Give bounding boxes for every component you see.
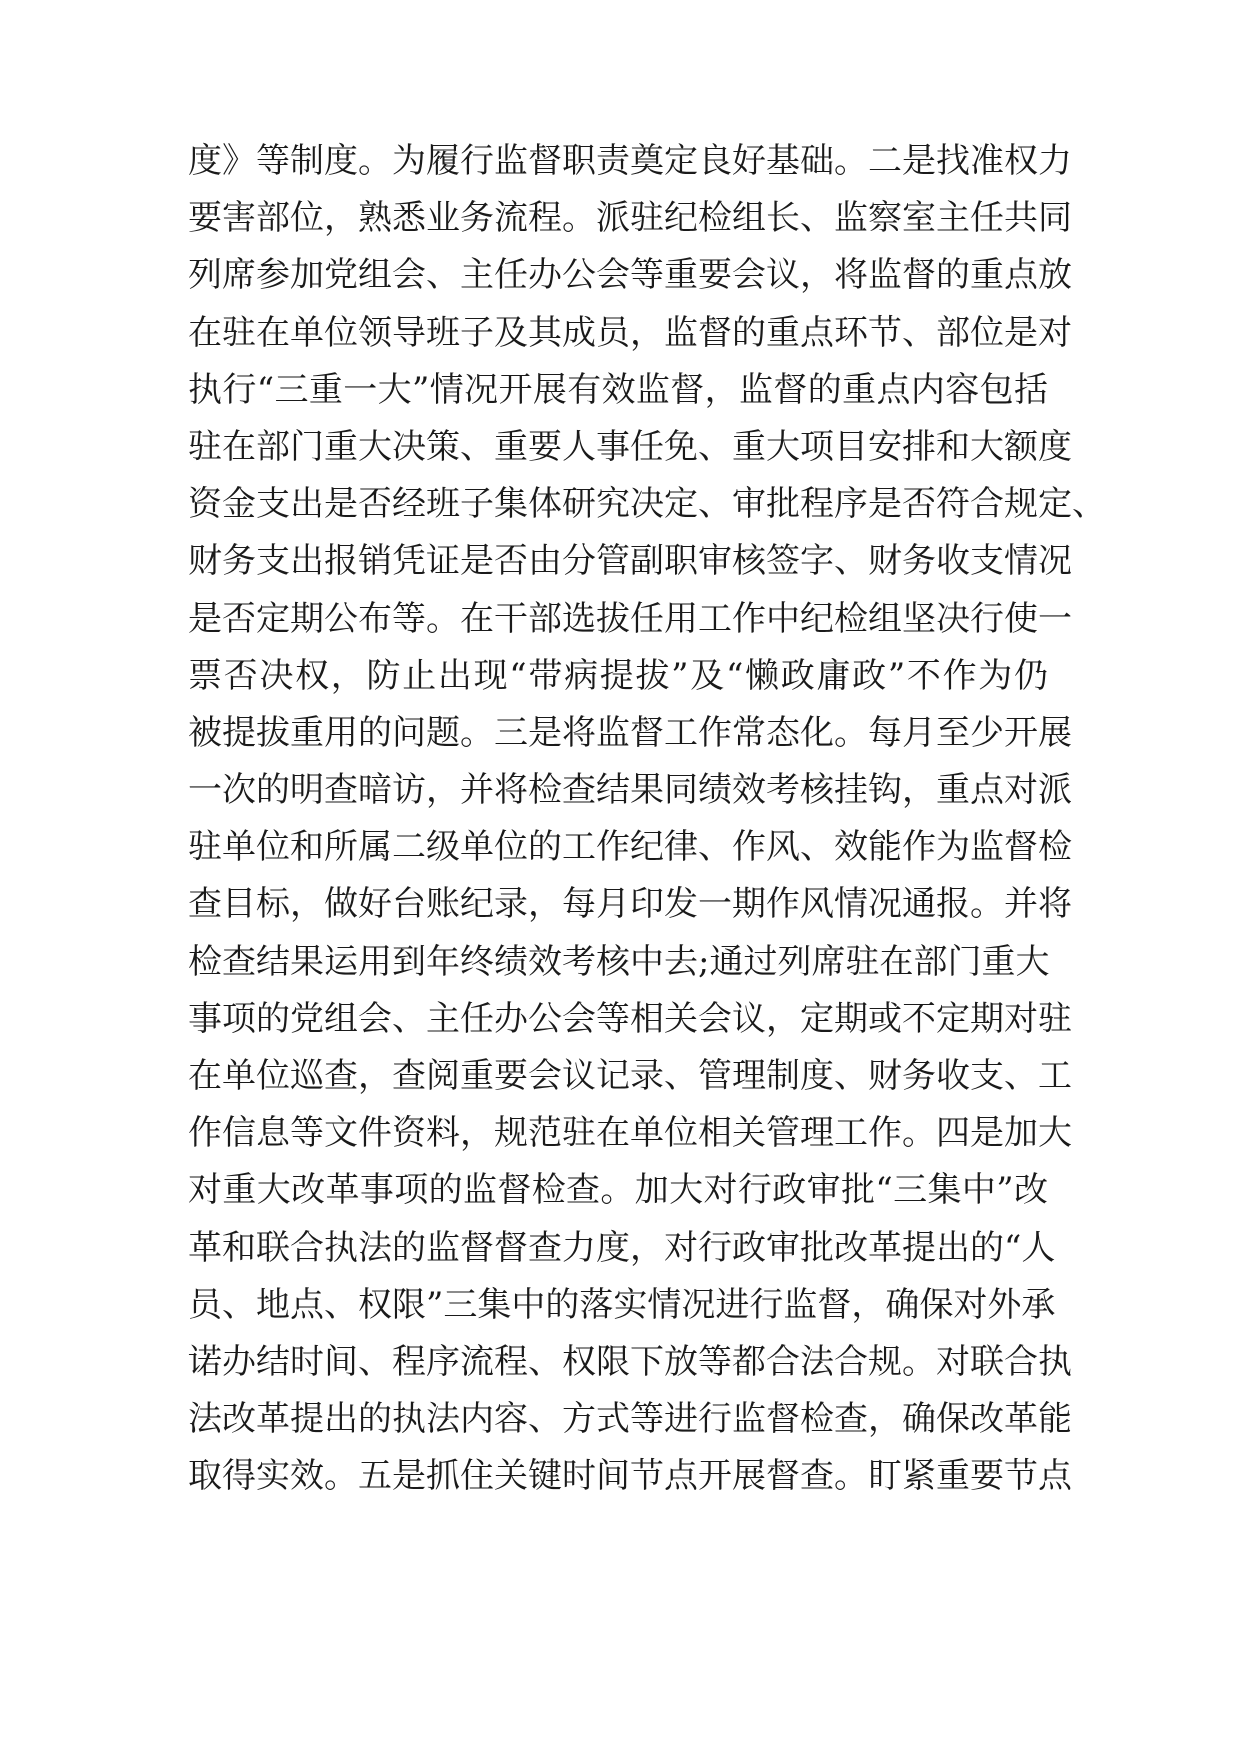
text-line: 革和联合执法的监督督查力度，对行政审批改革提出的“人 — [188, 1227, 1056, 1268]
text-line: 作信息等文件资料，规范驻在单位相关管理工作。四是加大 — [188, 1113, 1072, 1154]
text-line: 事项的党组会、主任办公会等相关会议，定期或不定期对驻 — [188, 998, 1072, 1039]
text-line: 在单位巡查，查阅重要会议记录、管理制度、财务收支、工 — [188, 1056, 1072, 1096]
text-line: 取得实效。五是抓住关键时间节点开展督查。盯紧重要节点 — [188, 1456, 1072, 1497]
text-line: 列席参加党组会、主任办公会等重要会议，将监督的重点放 — [188, 255, 1072, 296]
text-line: 员、地点、权限”三集中的落实情况进行监督，确保对外承 — [188, 1284, 1056, 1325]
text-line: 对重大改革事项的监督检查。加大对行政审批“三集中”改 — [188, 1170, 1048, 1211]
body-text — [188, 133, 1106, 1506]
text-line: 资金支出是否经班子集体研究决定、审批程序是否符合规定、 — [188, 484, 1106, 525]
text-line: 驻在部门重大决策、重要人事任免、重大项目安排和大额度 — [188, 426, 1072, 467]
text-line: 财务支出报销凭证是否由分管副职审核签字、财务收支情况 — [188, 541, 1072, 582]
text-line: 驻单位和所属二级单位的工作纪律、作风、效能作为监督检 — [188, 827, 1072, 868]
text-line: 票否决权，防止出现“带病提拔”及“懒政庸政”不作为仍 — [188, 655, 1048, 696]
text-line: 检查结果运用到年终绩效考核中去;通过列席驻在部门重大 — [188, 941, 1050, 982]
text-line: 在驻在单位领导班子及其成员，监督的重点环节、部位是对 — [188, 312, 1072, 353]
text-line: 查目标，做好台账纪录，每月印发一期作风情况通报。并将 — [188, 884, 1072, 925]
text-line: 一次的明查暗访，并将检查结果同绩效考核挂钩，重点对派 — [188, 770, 1072, 811]
text-line: 诺办结时间、程序流程、权限下放等都合法合规。对联合执 — [188, 1341, 1072, 1382]
text-line: 法改革提出的执法内容、方式等进行监督检查，确保改革能 — [188, 1399, 1072, 1440]
text-line: 是否定期公布等。在干部选拔任用工作中纪检组坚决行使一 — [188, 598, 1072, 639]
text-line: 被提拔重用的问题。三是将监督工作常态化。每月至少开展 — [188, 712, 1072, 753]
text-line: 执行“三重一大”情况开展有效监督，监督的重点内容包括 — [188, 369, 1048, 410]
text-line: 要害部位，熟悉业务流程。派驻纪检组长、监察室主任共同 — [188, 198, 1072, 239]
text-line: 度》等制度。为履行监督职责奠定良好基础。二是找准权力 — [188, 141, 1072, 181]
